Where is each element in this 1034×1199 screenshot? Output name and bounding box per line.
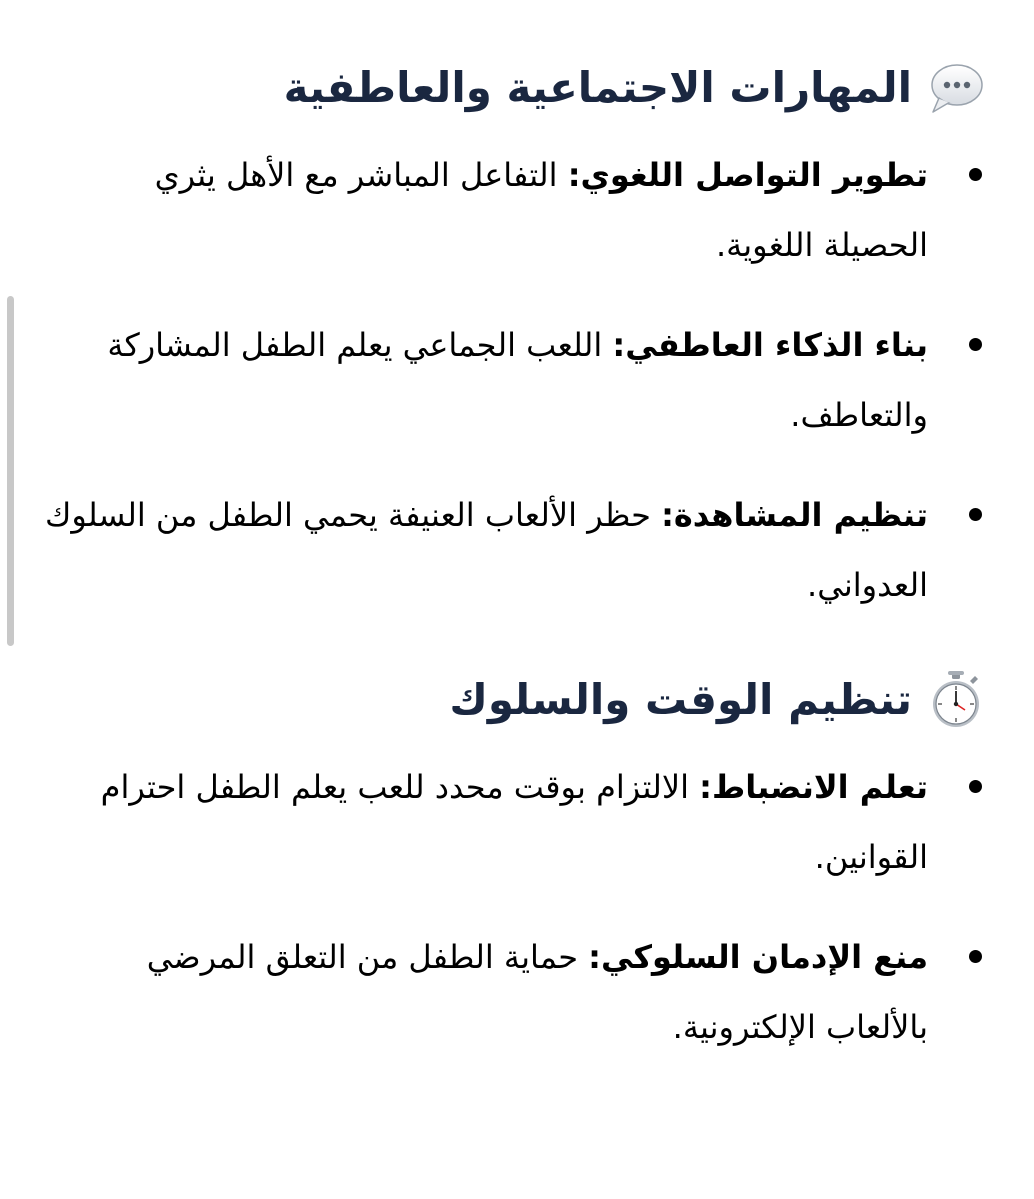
section-title: المهارات الاجتماعية والعاطفية [283, 62, 912, 112]
bullet-list [40, 140, 986, 620]
bullet-dot [969, 168, 982, 181]
item-term: منع الإدمان السلوكي: [588, 938, 928, 976]
section-title: تنظيم الوقت والسلوك [449, 674, 912, 724]
item-text: حظر الألعاب العنيفة يحمي الطفل من السلوك العدواني. [45, 496, 928, 604]
item-term: تطوير التواصل اللغوي: [567, 156, 928, 194]
section-heading-social-emotional [40, 58, 986, 118]
item-term: بناء الذكاء العاطفي: [612, 326, 928, 364]
bullet-dot [969, 508, 982, 521]
stopwatch-icon [926, 670, 986, 730]
list-item [40, 480, 986, 620]
bullet-list [40, 752, 986, 1062]
list-item [40, 922, 986, 1062]
list-item [40, 310, 986, 450]
section-heading-time-behavior [40, 670, 986, 730]
item-term: تعلم الانضباط: [699, 768, 928, 806]
article-content [40, 58, 986, 1092]
bullet-dot [969, 950, 982, 963]
item-text: الالتزام بوقت محدد للعب يعلم الطفل احترام القوانين. [100, 768, 928, 876]
scrollbar[interactable] [7, 296, 14, 646]
list-item [40, 140, 986, 280]
item-text: حماية الطفل من التعلق المرضي بالألعاب الإلكترونية. [146, 938, 928, 1046]
list-item [40, 752, 986, 892]
item-term: تنظيم المشاهدة: [661, 496, 928, 534]
item-text: التفاعل المباشر مع الأهل يثري الحصيلة اللغوية. [154, 156, 928, 264]
speech-bubble-icon [926, 58, 986, 118]
item-text: اللعب الجماعي يعلم الطفل المشاركة والتعاطف. [107, 326, 928, 434]
bullet-dot [969, 780, 982, 793]
bullet-dot [969, 338, 982, 351]
